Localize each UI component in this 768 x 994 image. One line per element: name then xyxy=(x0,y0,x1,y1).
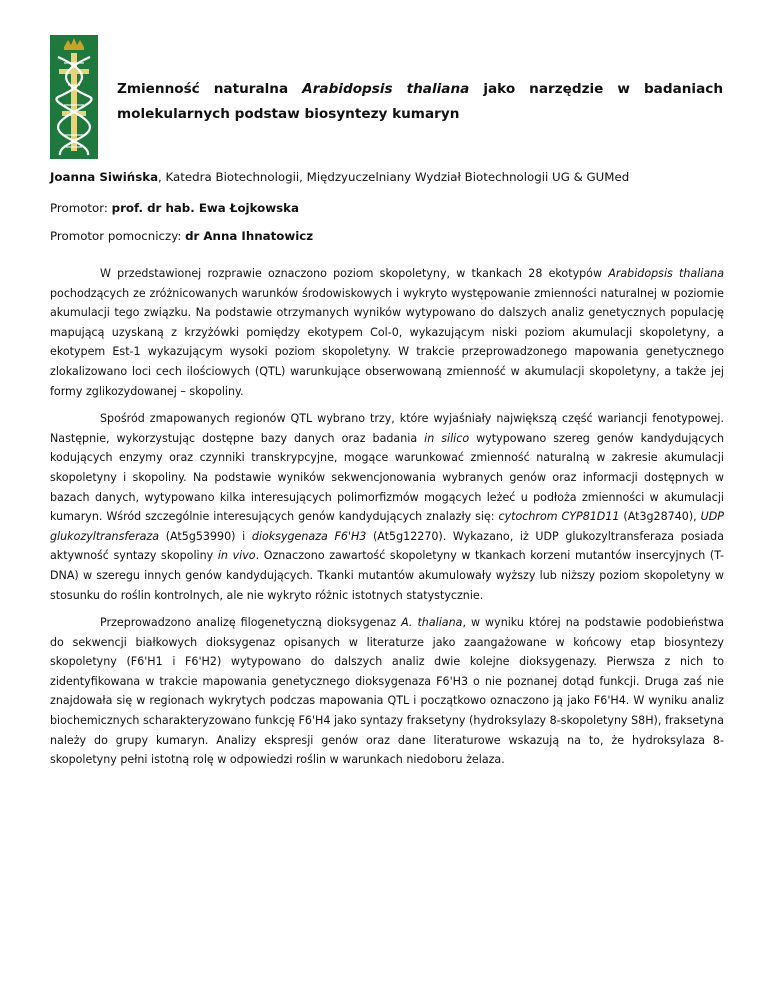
author-affiliation: , Katedra Biotechnologii, Międzyuczelniany Wydział Biotechnologii UG & GUMed xyxy=(158,170,630,184)
p2-text-b: wytypowano szereg genów kandydujących kodujących enzymy oraz czynniki transkrypcyjne, mogące warunkować zmienność naturalną w zakresie akumulacji skopoletyny i skopoliny. Na podstawie wyników sekwencjonowania wybranych genów oraz informacji dostępnych w bazach danych, wytypowano kilka interesujących polimorfizmów mogących leżeć u podłoża zmienności w akumulacji kumaryn. Wśród szczególnie interesujących genów kandydujących znalazły się: xyxy=(50,431,725,524)
paragraph-2 xyxy=(50,409,724,605)
title-part-3: jako narzędzie w badaniach molekularnych podstaw biosyntezy kumaryn xyxy=(117,81,723,122)
promotor-label: Promotor: xyxy=(50,201,112,215)
p1-text-b: pochodzących ze zróżnicowanych warunków środowiskowych i wykryto występowanie zmienności naturalnej w poziomie akumulacji tego związku. Na podstawie otrzymanych wyników wytypowano do dalszych analiz genetycznych populację mapującą uzyskaną z krzyżówki pomiędzy ekotypem Col-0, wykazującym niski poziom akumulacji skopoletyny, a ekotypem Est-1 wykazującym wysoki poziom skopoletyny. W trakcie przeprowadzonego mapowania genetycznego zlokalizowano loci cech ilościowych (QTL) warunkujące obserwowaną zmienność w akumulacji skopoletyny, a także jej formy zglikozydowanej – skopoliny. xyxy=(50,286,724,398)
author-line xyxy=(50,169,629,185)
p2-text-e: (At5g12270). Wykazano, iż UDP glukozyltransferaza posiada aktywność syntazy skopoliny xyxy=(50,529,724,563)
p2-italic-udp: UDP glukozyltransferaza xyxy=(50,510,724,543)
p2-italic-in-vivo: in vivo xyxy=(217,549,256,563)
p2-text-f: . Oznaczono zawartość skopoletyny w tkankach korzeni mutantów insercyjnych (T-DNA) w szeregu innych genów kandydujących. Tkanki mutantów akumulowały wyższy lub niższy poziom skopoletyny w stosunku do roślin kontrolnych, ale nie wykryto różnic istotnych statystycznie. xyxy=(50,549,725,602)
title-species-name: Arabidopsis thaliana xyxy=(302,81,470,97)
co-promotor-name: dr Anna Ihnatowicz xyxy=(185,229,314,243)
document-title xyxy=(117,77,723,127)
university-emblem-dna-icon xyxy=(50,35,98,159)
p1-text-a: W przedstawionej rozprawie oznaczono poziom skopoletyny, w tkankach 28 ekotypów xyxy=(100,267,609,280)
p2-text-a: Spośród zmapowanych regionów QTL wybrano trzy, które wyjaśniały największą część wariancji fenotypowej. Następnie, wykorzystując dostępne bazy danych oraz badania xyxy=(50,412,724,445)
p2-italic-dioksygenaza: dioksygenaza F6'H3 xyxy=(251,529,367,543)
promotor-line xyxy=(50,200,299,216)
promotor-name: prof. dr hab. Ewa Łojkowska xyxy=(111,201,299,215)
p2-italic-cytochrom: cytochrom CYP81D11 xyxy=(498,510,620,524)
p3-text-a: Przeprowadzono analizę filogenetyczną dioksygenaz xyxy=(100,616,402,630)
co-promotor-label: Promotor pomocniczy: xyxy=(50,229,186,243)
p1-italic-species: Arabidopsis thaliana xyxy=(608,267,724,280)
paragraph-1 xyxy=(50,264,724,401)
author-name: Joanna Siwińska xyxy=(50,170,159,184)
abstract-body xyxy=(50,264,724,778)
p2-text-c: (At3g28740), xyxy=(619,510,701,524)
p2-text-d: (At5g53990) i xyxy=(159,529,252,543)
paragraph-3 xyxy=(50,613,724,770)
university-logo xyxy=(50,35,98,159)
p3-italic-species: A. thaliana xyxy=(401,616,463,630)
p2-italic-in-silico: in silico xyxy=(424,431,470,445)
title-part-1: Zmienność naturalna xyxy=(117,81,303,97)
p3-text-b: , w wyniku której na podstawie podobieństwa do sekwencji białkowych dioksygenaz opisanych w literaturze jako zaangażowane w końcowy etap biosyntezy skopoletyny (F6'H1 i F6'H2) wytypowano do dalszych analiz dwie kolejne dioksygenazy. Pierwsza z nich to zidentyfikowana w trakcie mapowania genetycznego dioksygenaza F6'H3 o nie poznanej dotąd funkcji. Druga zaś nie znajdowała się w regionach wykrytych podczas mapowania QTL i początkowo oznaczono ją jako F6'H4. W wyniku analiz biochemicznych scharakteryzowano funkcję F6'H4 jako syntazy fraksetyny (hydroksylazy 8-skopoletyny S8H), fraksetyna należy do grupy kumaryn. Analizy ekspresji genów oraz dane literaturowe wskazują na to, że hydroksylaza 8-skopoletyny pełni istotną rolę w odpowiedzi roślin w warunkach niedoboru żelaza. xyxy=(50,616,724,767)
co-promotor-line xyxy=(50,228,313,244)
